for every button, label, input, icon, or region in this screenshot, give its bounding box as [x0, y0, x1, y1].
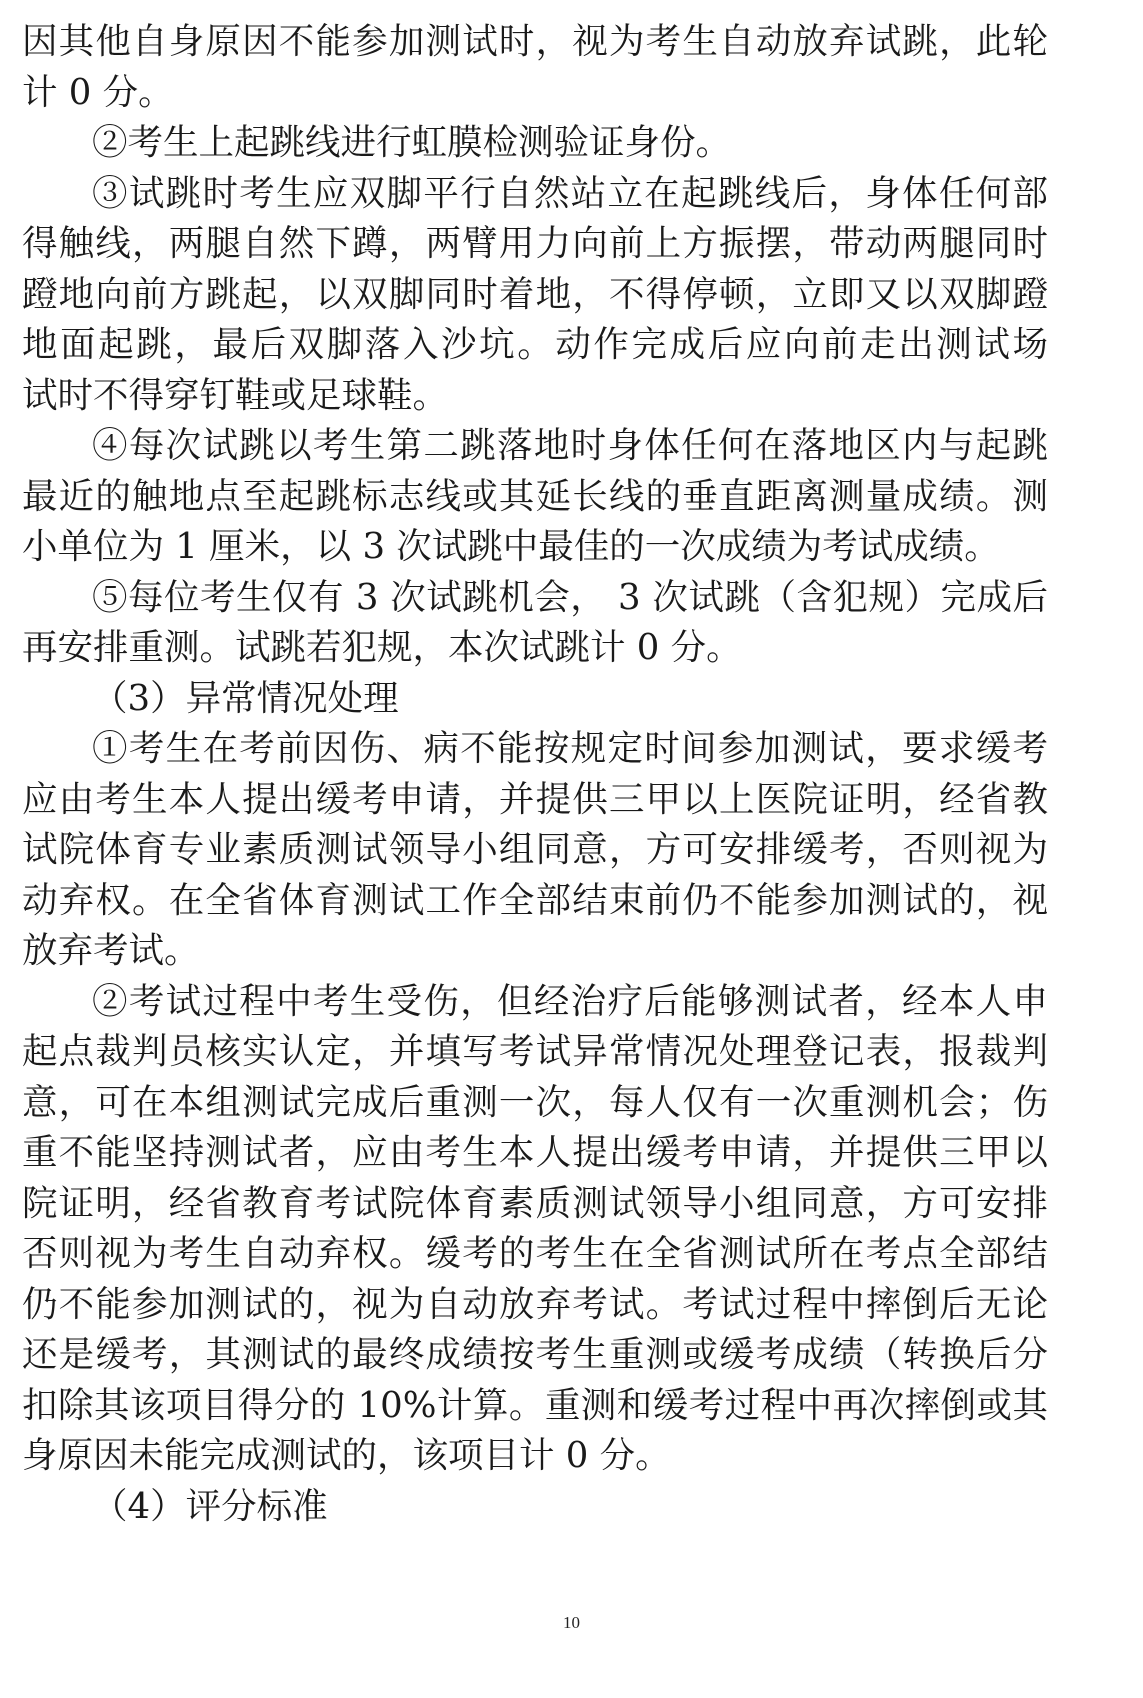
text-line: 重不能坚持测试者，应由考生本人提出缓考申请，并提供三甲以: [22, 1132, 1048, 1173]
text-line: 起点裁判员核实认定，并填写考试异常情况处理登记表，报裁判: [22, 1031, 1048, 1072]
text-line: 还是缓考，其测试的最终成绩按考生重测或缓考成绩（转换后分: [22, 1334, 1048, 1375]
text-line: 蹬地向前方跳起，以双脚同时着地，不得停顿，立即又以双脚蹬: [22, 273, 1048, 315]
text-line: 身原因未能完成测试的，该项目计 0 分。: [22, 1435, 671, 1476]
page-number: 10: [563, 1613, 580, 1632]
text-line: 计 0 分。: [22, 71, 174, 113]
text-line: 仍不能参加测试的，视为自动放弃考试。考试过程中摔倒后无论: [22, 1283, 1048, 1325]
text-line: 因其他自身原因不能参加测试时，视为考生自动放弃试跳，此轮: [22, 21, 1048, 62]
text-line: 放弃考试。: [22, 930, 200, 971]
document-page: [22, 0, 1122, 1698]
text-line: （4）评分标准: [92, 1485, 328, 1527]
text-line: ④每次试跳以考生第二跳落地时身体任何在落地区内与起跳: [92, 425, 1048, 466]
text-line: ①考生在考前因伤、病不能按规定时间参加测试，要求缓考: [92, 728, 1048, 769]
text-line: 否则视为考生自动弃权。缓考的考生在全省测试所在考点全部结: [22, 1233, 1048, 1274]
text-line: 应由考生本人提出缓考申请，并提供三甲以上医院证明，经省教: [22, 778, 1048, 820]
text-line: ⑤每位考生仅有 3 次试跳机会， 3 次试跳（含犯规）完成后: [92, 576, 1048, 618]
text-line: ②考生上起跳线进行虹膜检测验证身份。: [92, 122, 732, 163]
text-line: 意，可在本组测试完成后重测一次，每人仅有一次重测机会；伤: [22, 1081, 1048, 1123]
text-line: 得触线，两腿自然下蹲，两臂用力向前上方振摆，带动两腿同时: [22, 223, 1048, 264]
text-line: 院证明，经省教育考试院体育素质测试领导小组同意，方可安排: [22, 1182, 1048, 1224]
text-line: （3）异常情况处理: [92, 677, 399, 719]
text-line: 最近的触地点至起跳标志线或其延长线的垂直距离测量成绩。测: [22, 475, 1048, 517]
text-line: 试院体育专业素质测试领导小组同意，方可安排缓考，否则视为: [22, 829, 1048, 870]
text-line: 小单位为 1 厘米，以 3 次试跳中最佳的一次成绩为考试成绩。: [22, 526, 1000, 567]
text-line: ②考试过程中考生受伤，但经治疗后能够测试者，经本人申: [92, 980, 1048, 1022]
text-line: 扣除其该项目得分的 10%计算。重测和缓考过程中再次摔倒或其: [22, 1384, 1048, 1426]
text-line: 地面起跳，最后双脚落入沙坑。动作完成后应向前走出测试场: [22, 324, 1048, 365]
text-line: ③试跳时考生应双脚平行自然站立在起跳线后，身体任何部: [92, 172, 1048, 214]
text-line: 试时不得穿钉鞋或足球鞋。: [22, 374, 449, 416]
text-line: 动弃权。在全省体育测试工作全部结束前仍不能参加测试的，视: [22, 879, 1048, 921]
text-line: 再安排重测。试跳若犯规，本次试跳计 0 分。: [22, 627, 742, 668]
